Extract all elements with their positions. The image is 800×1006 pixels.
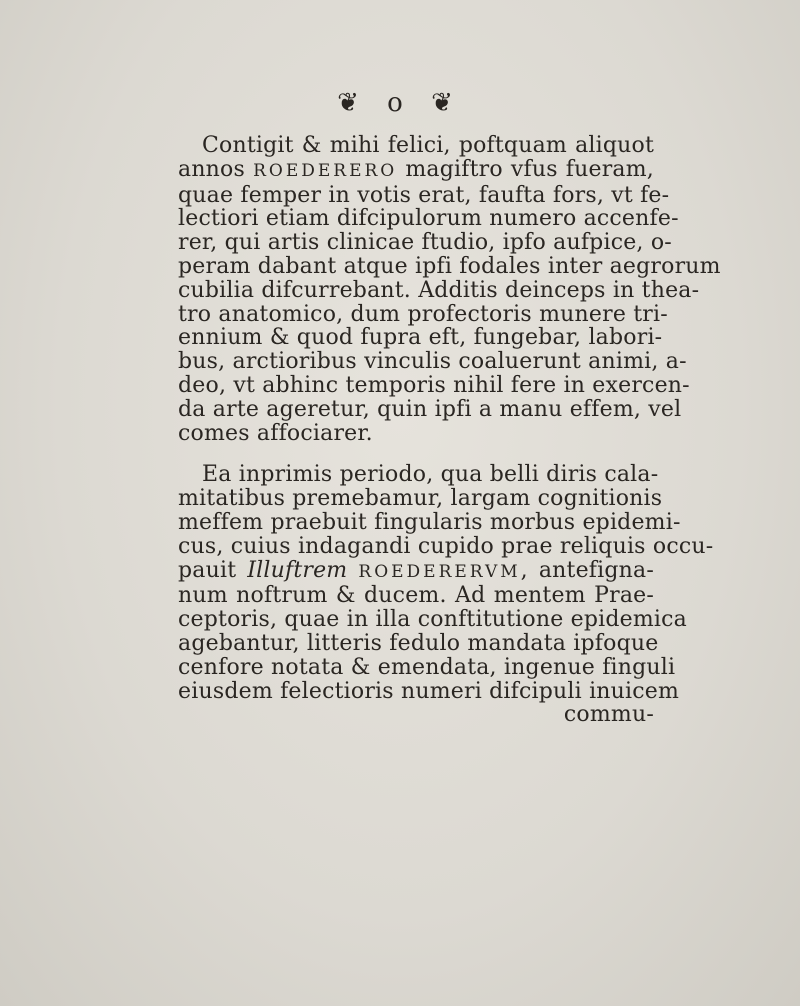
text-line: ceptoris, quae in illa conftitutione epidemica — [178, 607, 687, 633]
text-line: comes affociarer. — [178, 420, 373, 446]
text-line: agebantur, litteris fedulo mandata ipfoque — [178, 630, 659, 656]
text-line: lectiori etiam difcipulorum numero accenfe- — [178, 206, 679, 232]
text-run: , antefigna- — [520, 557, 654, 583]
text-line: Contigit & mihi felici, poftquam aliquot — [202, 133, 654, 158]
text-line: eiusdem felectioris numeri difcipuli inuicem — [178, 678, 680, 704]
text-line: commu- — [563, 702, 654, 728]
text-run: pauit — [178, 557, 248, 583]
text-line: num noftrum & ducem. Ad mentem Prae- — [178, 583, 654, 609]
text-line: deo, vt abhinc temporis nihil fere in exercen- — [178, 372, 690, 398]
text-line: quae femper in votis erat, faufta fors, vt fe- — [178, 182, 670, 208]
text-line: cenfore notata & emendata, ingenue finguli — [178, 654, 676, 680]
text-line: bus, arctioribus vinculis coaluerunt animi, a- — [178, 349, 687, 375]
text-run — [347, 558, 358, 583]
text-run: magiftro vfus fueram, — [397, 156, 654, 182]
text-line: ennium & quod fupra eft, fungebar, labori- — [178, 325, 663, 351]
paragraph-gap — [178, 445, 654, 463]
small-caps-name: ROEDERERO — [253, 160, 398, 181]
text-line — [178, 158, 654, 184]
text-line: peram dabant atque ipfi fodales inter aegrorum — [178, 253, 721, 279]
text-run: annos — [178, 156, 254, 182]
body-text — [178, 133, 721, 728]
text-line: rer, qui artis clinicae ftudio, ipfo aufpice, o- — [178, 230, 672, 256]
text-line: Ea inprimis periodo, qua belli diris cala- — [202, 462, 659, 488]
italic-word: Illuftrem — [247, 557, 348, 583]
text-line: cus, cuius indagandi cupido prae reliquis occu- — [178, 533, 714, 559]
header-ornament: ❦ o ❦ — [337, 88, 463, 118]
small-caps-name: ROEDERERVM — [358, 561, 521, 582]
paragraph-1 — [178, 133, 721, 446]
paragraph-2 — [178, 462, 714, 728]
text-line: meffem praebuit fingularis morbus epidemi- — [178, 509, 681, 535]
text-line: mitatibus premebamur, largam cognitionis — [178, 486, 663, 512]
text-line — [178, 559, 654, 585]
text-line: da arte ageretur, quin ipfi a manu effem, vel — [178, 396, 682, 422]
text-line: tro anatomico, dum profectoris munere tri- — [178, 301, 668, 327]
text-line: cubilia difcurrebant. Additis deinceps in thea- — [178, 277, 700, 303]
